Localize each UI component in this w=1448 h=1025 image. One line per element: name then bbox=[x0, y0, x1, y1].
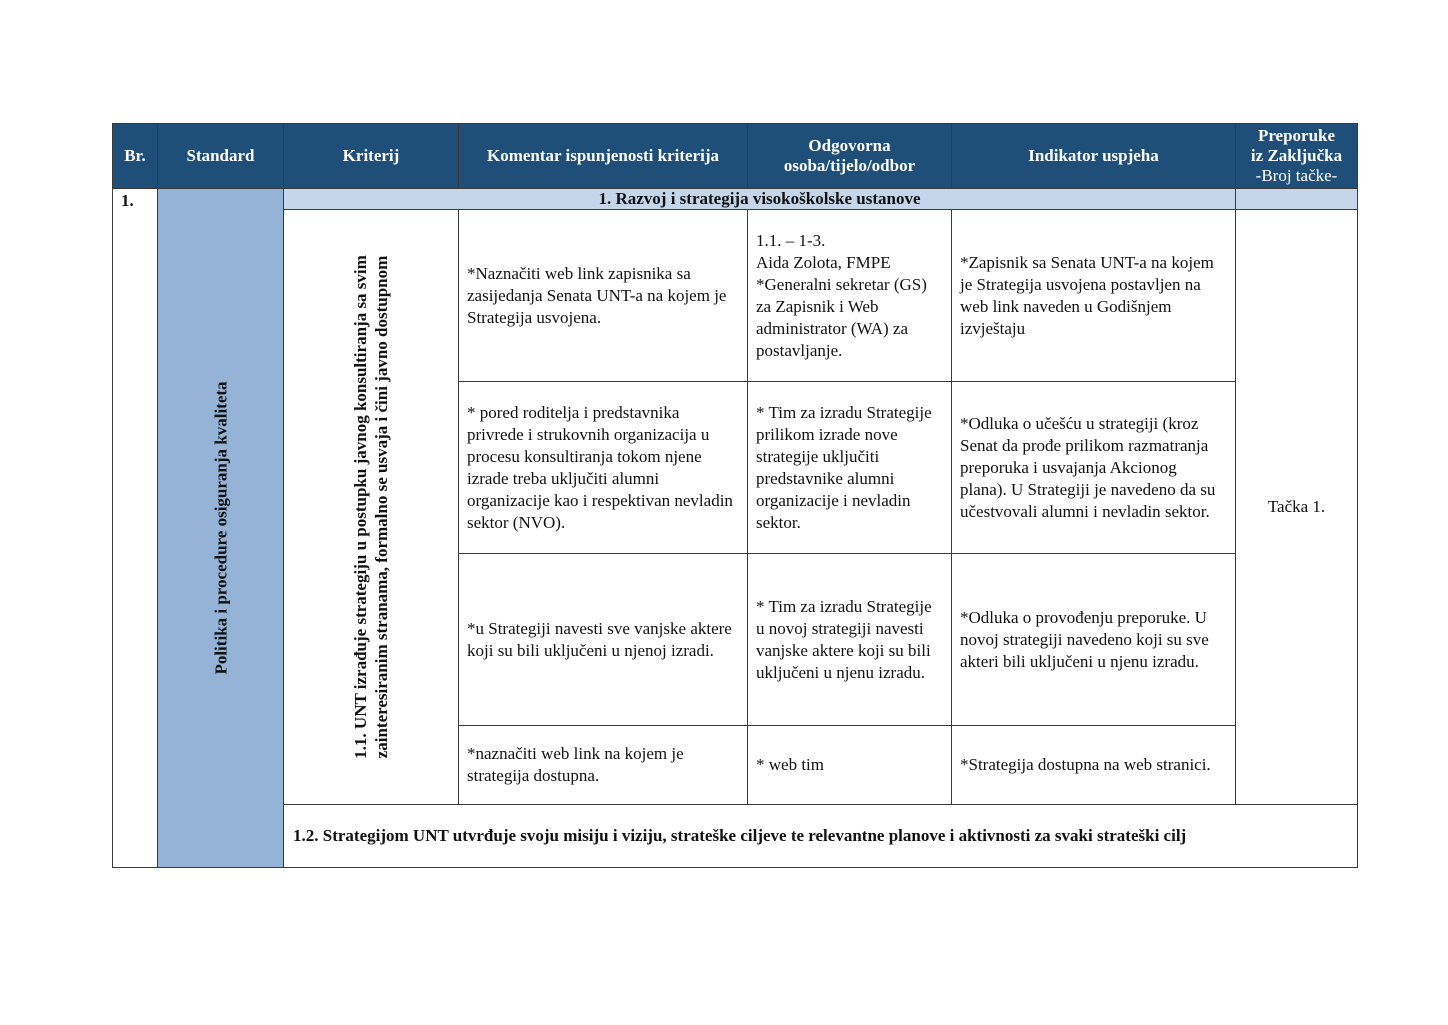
header-row bbox=[113, 124, 1358, 189]
header-komentar: Komentar ispunjenosti kriterija bbox=[459, 124, 748, 189]
header-odgovorna-line2: osoba/tijelo/odbor bbox=[783, 156, 916, 175]
indikator-cell-1: *Zapisnik sa Senata UNT-a na kojem je Strategija usvojena postavljen na web link naveden u Godišnjem izvještaju bbox=[952, 210, 1236, 382]
header-odgovorna bbox=[748, 124, 952, 189]
standard-cell bbox=[158, 189, 284, 868]
standard-label: Politika i procedure osiguranja kvaliteta bbox=[211, 381, 230, 675]
header-odgovorna-line1: Odgovorna bbox=[808, 136, 891, 155]
indikator-cell-2: *Odluka o učešću u strategiji (kroz Senat da prođe prilikom razmatranja preporuka i usvajanja Akcionog plana). U Strategiji je navedeno da su učestvovali alumni i nevladin sektor. bbox=[952, 382, 1236, 554]
odgovorna-1-line3: *Generalni sekretar (GS) za Zapisnik i Web administrator (WA) za postavljanje. bbox=[756, 274, 927, 360]
indikator-cell-4: *Strategija dostupna na web stranici. bbox=[952, 726, 1236, 805]
odgovorna-cell-3: * Tim za izradu Strategije u novoj strategiji navesti vanjske aktere koji su bili uključeni u njenu izradu. bbox=[748, 554, 952, 726]
section-title-row bbox=[113, 189, 1358, 210]
criterion-cell bbox=[284, 210, 459, 805]
komentar-cell-1: *Naznačiti web link zapisnika sa zasijedanja Senata UNT-a na kojem je Strategija usvojena. bbox=[459, 210, 748, 382]
header-preporuke-line3: -Broj tačke- bbox=[1255, 166, 1338, 185]
odgovorna-1-line1: 1.1. – 1-3. bbox=[756, 230, 826, 250]
criterion-line2: zainteresiranim stranama, formalno se usvaja i čini javno dostupnom bbox=[372, 255, 391, 759]
odgovorna-cell-4: * web tim bbox=[748, 726, 952, 805]
header-standard: Standard bbox=[158, 124, 284, 189]
header-preporuke-line2: iz Zaključka bbox=[1250, 146, 1343, 165]
quality-standards-table bbox=[112, 123, 1358, 868]
odgovorna-cell-1 bbox=[748, 210, 952, 382]
header-kriterij: Kriterij bbox=[284, 124, 459, 189]
odgovorna-1-line2: Aida Zolota, FMPE bbox=[756, 252, 891, 272]
next-criterion: 1.2. Strategijom UNT utvrđuje svoju misiju i viziju, strateške ciljeve te relevantne planove i aktivnosti za svaki strateški cilj bbox=[284, 805, 1358, 868]
komentar-cell-4: *naznačiti web link na kojem je strategija dostupna. bbox=[459, 726, 748, 805]
section-title: 1. Razvoj i strategija visokoškolske ustanove bbox=[284, 189, 1236, 210]
criterion-line1: 1.1. UNT izrađuje strategiju u postupku javnog konsultiranja sa svim bbox=[351, 255, 370, 759]
odgovorna-cell-2: * Tim za izradu Strategije prilikom izrade nove strategije uključiti predstavnike alumni organizacije i nevladin sektor. bbox=[748, 382, 952, 554]
section-number: 1. bbox=[113, 189, 158, 868]
header-br: Br. bbox=[113, 124, 158, 189]
komentar-cell-2: * pored roditelja i predstavnika privrede i strukovnih organizacija u procesu konsultiranja tokom njene izrade treba uključiti alumni organizacije kao i respektivan nevladin sektor (NVO). bbox=[459, 382, 748, 554]
table-row bbox=[113, 210, 1358, 382]
criterion-text bbox=[350, 255, 392, 759]
preporuka-cell: Tačka 1. bbox=[1236, 210, 1358, 805]
komentar-cell-3: *u Strategiji navesti sve vanjske aktere koji su bili uključeni u njenoj izradi. bbox=[459, 554, 748, 726]
header-indikator: Indikator uspjeha bbox=[952, 124, 1236, 189]
section-title-filler bbox=[1236, 189, 1358, 210]
indikator-cell-3: *Odluka o provođenju preporuke. U novoj strategiji navedeno koji su sve akteri bili uključeni u njenu izradu. bbox=[952, 554, 1236, 726]
next-criterion-row bbox=[113, 805, 1358, 868]
header-preporuke-line1: Preporuke bbox=[1257, 126, 1336, 145]
header-preporuke bbox=[1236, 124, 1358, 189]
